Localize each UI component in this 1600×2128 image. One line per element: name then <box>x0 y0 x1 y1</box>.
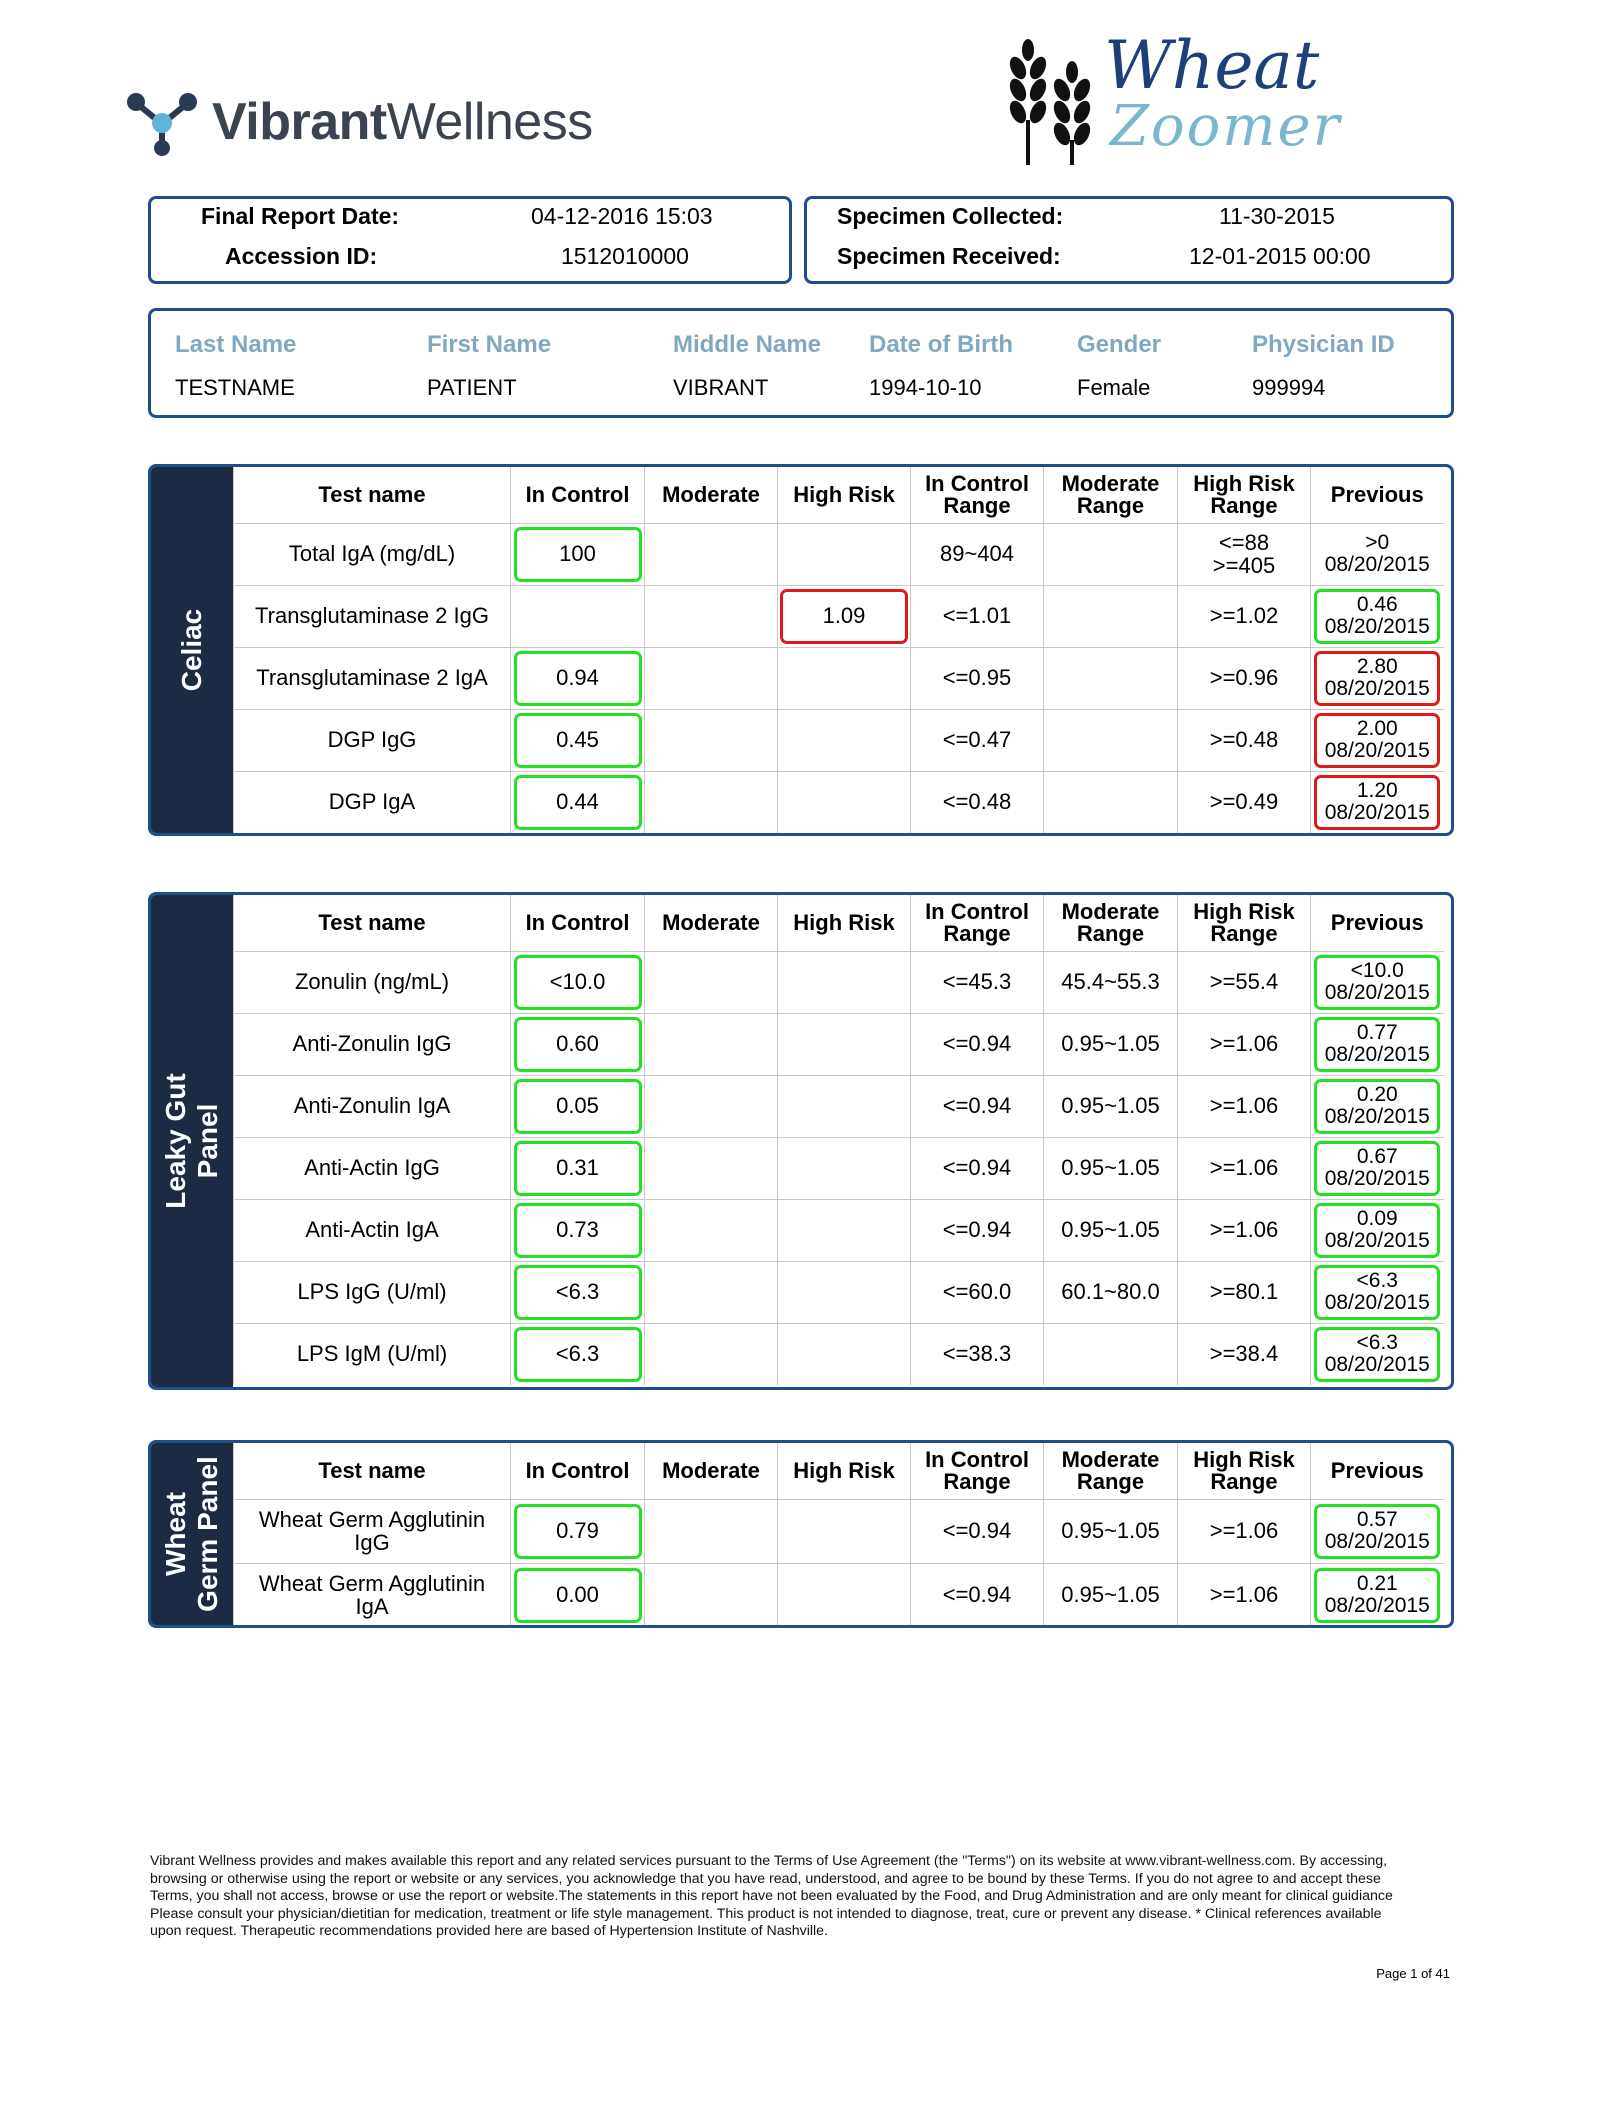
table-row <box>234 1323 1444 1385</box>
table-row <box>234 1261 1444 1323</box>
previous-result: <10.0 08/20/2015 <box>1314 955 1440 1010</box>
test-name: Transglutaminase 2 IgG <box>234 585 511 647</box>
previous-cell <box>1311 1261 1444 1323</box>
high-risk-cell <box>778 951 911 1013</box>
moderate-cell <box>645 1499 778 1563</box>
physician-id: 999994 <box>1252 375 1326 400</box>
specimen-collected-label: Specimen Collected: <box>837 203 1064 229</box>
in-control-range: <=60.0 <box>911 1261 1044 1323</box>
moderate-range <box>1044 647 1178 709</box>
in-control-cell <box>511 771 645 833</box>
previous-result: 0.77 08/20/2015 <box>1314 1017 1440 1072</box>
col-test-name: Test name <box>234 467 511 523</box>
result-value: 1.09 <box>780 589 908 644</box>
table-header-row <box>234 467 1444 523</box>
dob-label: Date of Birth <box>869 331 1013 358</box>
col-test-name: Test name <box>234 895 511 951</box>
col-previous: Previous <box>1311 895 1444 951</box>
table-row <box>234 951 1444 1013</box>
in-control-cell <box>511 1075 645 1137</box>
test-name: Wheat Germ Agglutinin IgG <box>234 1499 511 1563</box>
col-in-control-range: In Control Range <box>911 1443 1044 1499</box>
accession-id-label: Accession ID: <box>225 243 378 269</box>
first-name-label: First Name <box>427 331 552 358</box>
col-in-control-range: In Control Range <box>911 467 1044 523</box>
test-name: DGP IgG <box>234 709 511 771</box>
col-high-risk-range: High Risk Range <box>1178 895 1311 951</box>
moderate-cell <box>645 1563 778 1627</box>
result-value: 0.31 <box>514 1141 642 1196</box>
previous-result: 0.21 08/20/2015 <box>1314 1568 1440 1623</box>
high-risk-cell <box>778 1013 911 1075</box>
accession-id: 1512010000 <box>561 243 689 269</box>
in-control-range: <=45.3 <box>911 951 1044 1013</box>
moderate-range <box>1044 771 1178 833</box>
vibrant-wellness-logo <box>126 88 593 158</box>
previous-result: 2.80 08/20/2015 <box>1314 651 1440 706</box>
final-report-date-label: Final Report Date: <box>201 203 400 229</box>
result-value: 0.79 <box>514 1504 642 1559</box>
moderate-cell <box>645 523 778 585</box>
moderate-range: 0.95~1.05 <box>1044 1199 1178 1261</box>
high-risk-range: >=1.06 <box>1178 1199 1311 1261</box>
celiac-panel <box>148 464 1454 836</box>
moderate-cell <box>645 1261 778 1323</box>
high-risk-cell <box>778 1261 911 1323</box>
previous-cell <box>1311 1137 1444 1199</box>
previous-cell <box>1311 1323 1444 1385</box>
physician-id-label: Physician ID <box>1252 331 1395 358</box>
result-value: 0.73 <box>514 1203 642 1258</box>
specimen-received: 12-01-2015 00:00 <box>1189 243 1371 269</box>
in-control-cell <box>511 709 645 771</box>
in-control-range: <=38.3 <box>911 1323 1044 1385</box>
result-value: <10.0 <box>514 955 642 1010</box>
high-risk-cell <box>778 1075 911 1137</box>
result-value: 0.05 <box>514 1079 642 1134</box>
high-risk-cell <box>778 647 911 709</box>
high-risk-cell <box>778 1563 911 1627</box>
panel-sidebar <box>151 895 233 1387</box>
moderate-cell <box>645 1075 778 1137</box>
middle-name: VIBRANT <box>673 375 769 400</box>
moderate-range: 0.95~1.05 <box>1044 1075 1178 1137</box>
col-high-risk: High Risk <box>778 895 911 951</box>
previous-cell <box>1311 1075 1444 1137</box>
high-risk-range: >=38.4 <box>1178 1323 1311 1385</box>
col-moderate-range: Moderate Range <box>1044 1443 1178 1499</box>
col-previous: Previous <box>1311 467 1444 523</box>
wheat-stalk-icon <box>1000 30 1110 170</box>
date-of-birth: 1994-10-10 <box>869 375 982 400</box>
table-row <box>234 1199 1444 1261</box>
report-info-box <box>148 196 792 284</box>
specimen-info-box <box>804 196 1454 284</box>
result-value: <6.3 <box>514 1265 642 1320</box>
in-control-range: <=0.94 <box>911 1499 1044 1563</box>
moderate-range <box>1044 709 1178 771</box>
in-control-range: <=0.94 <box>911 1199 1044 1261</box>
moderate-cell <box>645 1013 778 1075</box>
test-name: Total IgA (mg/dL) <box>234 523 511 585</box>
result-value: 100 <box>514 527 642 582</box>
in-control-cell <box>511 1137 645 1199</box>
high-risk-range: >=80.1 <box>1178 1261 1311 1323</box>
previous-result: 2.00 08/20/2015 <box>1314 713 1440 768</box>
moderate-range <box>1044 585 1178 647</box>
result-value: 0.60 <box>514 1017 642 1072</box>
moderate-cell <box>645 771 778 833</box>
moderate-cell <box>645 709 778 771</box>
in-control-cell <box>511 585 645 647</box>
last-name-label: Last Name <box>175 331 297 358</box>
test-name: Anti-Actin IgG <box>234 1137 511 1199</box>
high-risk-cell <box>778 523 911 585</box>
previous-result: 0.57 08/20/2015 <box>1314 1504 1440 1559</box>
in-control-cell <box>511 1261 645 1323</box>
table-row <box>234 1563 1444 1627</box>
result-value: 0.44 <box>514 775 642 830</box>
in-control-range: <=0.94 <box>911 1137 1044 1199</box>
previous-result: 0.46 08/20/2015 <box>1314 589 1440 644</box>
vibrant-molecule-icon <box>126 90 198 156</box>
test-name: Anti-Zonulin IgA <box>234 1075 511 1137</box>
result-value: 0.45 <box>514 713 642 768</box>
in-control-cell <box>511 1323 645 1385</box>
in-control-range: <=1.01 <box>911 585 1044 647</box>
col-moderate: Moderate <box>645 1443 778 1499</box>
high-risk-cell <box>778 1137 911 1199</box>
test-name: DGP IgA <box>234 771 511 833</box>
zoomer-wordmark: Zoomer <box>1110 94 1342 159</box>
panel-title: Celiac <box>176 608 207 692</box>
leaky-gut-panel <box>148 892 1454 1390</box>
moderate-range: 0.95~1.05 <box>1044 1137 1178 1199</box>
high-risk-range: >=1.06 <box>1178 1499 1311 1563</box>
test-name: Zonulin (ng/mL) <box>234 951 511 1013</box>
previous-result: <6.3 08/20/2015 <box>1314 1265 1440 1320</box>
table-row <box>234 1137 1444 1199</box>
specimen-received-label: Specimen Received: <box>837 243 1061 269</box>
patient-info-box <box>148 308 1454 418</box>
table-row <box>234 523 1444 585</box>
in-control-cell <box>511 1563 645 1627</box>
col-in-control-range: In Control Range <box>911 895 1044 951</box>
col-high-risk-range: High Risk Range <box>1178 1443 1311 1499</box>
previous-cell <box>1311 951 1444 1013</box>
high-risk-cell <box>778 585 911 647</box>
table-row <box>234 1075 1444 1137</box>
wheat-germ-panel <box>148 1440 1454 1628</box>
col-in-control: In Control <box>511 467 645 523</box>
col-moderate: Moderate <box>645 467 778 523</box>
previous-result: >0 08/20/2015 <box>1324 531 1430 576</box>
previous-cell <box>1311 1499 1444 1563</box>
table-row <box>234 647 1444 709</box>
table-row <box>234 1499 1444 1563</box>
test-name: LPS IgM (U/ml) <box>234 1323 511 1385</box>
moderate-cell <box>645 647 778 709</box>
col-in-control: In Control <box>511 895 645 951</box>
panel-sidebar <box>151 467 233 833</box>
high-risk-range: >=1.06 <box>1178 1563 1311 1627</box>
panel-title: Wheat Germ Panel <box>160 1456 223 1612</box>
high-risk-range: >=1.02 <box>1178 585 1311 647</box>
high-risk-range: >=1.06 <box>1178 1013 1311 1075</box>
in-control-cell <box>511 951 645 1013</box>
moderate-range: 0.95~1.05 <box>1044 1563 1178 1627</box>
high-risk-cell <box>778 771 911 833</box>
previous-result: 0.20 08/20/2015 <box>1314 1079 1440 1134</box>
moderate-cell <box>645 1323 778 1385</box>
table-row <box>234 585 1444 647</box>
previous-result: 1.20 08/20/2015 <box>1314 775 1440 830</box>
moderate-cell <box>645 585 778 647</box>
col-high-risk: High Risk <box>778 1443 911 1499</box>
moderate-cell <box>645 1199 778 1261</box>
gender: Female <box>1077 375 1151 400</box>
page-number: Page 1 of 41 <box>1376 1966 1450 1981</box>
high-risk-range: >=1.06 <box>1178 1075 1311 1137</box>
legal-disclaimer: Vibrant Wellness provides and makes available this report and any related services pursuant to the Terms of Use Agreement (the "Terms") on its website at www.vibrant-wellness.com. By accessing, browsing or otherwise using the report or website or any services, you acknowledge that you have read, understood, and agree to be bound by these Terms. If you do not agree to and accept these Terms, you shall not access, browse or use the report or website.The statements in this report have not been evaluated by the Food, and Drug Administration and are only meant for clinical guidiance Please consult your physician/dietitian for medication, treatment or life style management. This product is not intended to diagnose, treat, cure or prevent any disease. * Clinical references available upon request. Therapeutic recommendations provided here are based of Hypertension Institute of Nashville. <box>150 1853 1393 1940</box>
wheat-zoomer-logo <box>1000 27 1342 170</box>
result-value: 0.00 <box>514 1568 642 1623</box>
previous-cell <box>1311 1013 1444 1075</box>
previous-cell <box>1311 585 1444 647</box>
in-control-range: 89~404 <box>911 523 1044 585</box>
high-risk-range: >=0.96 <box>1178 647 1311 709</box>
previous-result: 0.09 08/20/2015 <box>1314 1203 1440 1258</box>
moderate-range: 45.4~55.3 <box>1044 951 1178 1013</box>
leaky-gut-results-table <box>233 895 1444 1385</box>
in-control-cell <box>511 523 645 585</box>
moderate-range: 0.95~1.05 <box>1044 1013 1178 1075</box>
table-header-row <box>234 895 1444 951</box>
in-control-cell <box>511 1499 645 1563</box>
previous-cell <box>1311 1563 1444 1627</box>
high-risk-cell <box>778 1323 911 1385</box>
col-moderate-range: Moderate Range <box>1044 895 1178 951</box>
in-control-range: <=0.94 <box>911 1563 1044 1627</box>
high-risk-cell <box>778 1499 911 1563</box>
in-control-cell <box>511 1199 645 1261</box>
table-header-row <box>234 1443 1444 1499</box>
middle-name-label: Middle Name <box>673 331 822 358</box>
in-control-range: <=0.94 <box>911 1075 1044 1137</box>
celiac-results-table <box>233 467 1444 833</box>
in-control-range: <=0.94 <box>911 1013 1044 1075</box>
high-risk-range: >=0.49 <box>1178 771 1311 833</box>
previous-cell <box>1311 523 1444 585</box>
panel-title: Leaky Gut Panel <box>160 1073 223 1209</box>
gender-label: Gender <box>1077 331 1162 358</box>
result-value: <6.3 <box>514 1327 642 1382</box>
previous-cell <box>1311 771 1444 833</box>
test-name: Anti-Actin IgA <box>234 1199 511 1261</box>
moderate-cell <box>645 1137 778 1199</box>
result-value: 0.94 <box>514 651 642 706</box>
previous-cell <box>1311 1199 1444 1261</box>
in-control-range: <=0.95 <box>911 647 1044 709</box>
high-risk-cell <box>778 709 911 771</box>
high-risk-range: >=55.4 <box>1178 951 1311 1013</box>
in-control-range: <=0.47 <box>911 709 1044 771</box>
col-moderate-range: Moderate Range <box>1044 467 1178 523</box>
moderate-range <box>1044 523 1178 585</box>
test-name: LPS IgG (U/ml) <box>234 1261 511 1323</box>
wheat-wordmark: Wheat <box>1104 27 1320 104</box>
table-row <box>234 771 1444 833</box>
previous-result: <6.3 08/20/2015 <box>1314 1327 1440 1382</box>
col-high-risk-range: High Risk Range <box>1178 467 1311 523</box>
high-risk-range: >=0.48 <box>1178 709 1311 771</box>
col-moderate: Moderate <box>645 895 778 951</box>
panel-sidebar <box>151 1443 233 1625</box>
in-control-cell <box>511 647 645 709</box>
moderate-range <box>1044 1323 1178 1385</box>
col-test-name: Test name <box>234 1443 511 1499</box>
wheat-germ-results-table <box>233 1443 1444 1627</box>
high-risk-cell <box>778 1199 911 1261</box>
in-control-cell <box>511 1013 645 1075</box>
last-name: TESTNAME <box>175 375 295 400</box>
moderate-range: 0.95~1.05 <box>1044 1499 1178 1563</box>
test-name: Wheat Germ Agglutinin IgA <box>234 1563 511 1627</box>
moderate-range: 60.1~80.0 <box>1044 1261 1178 1323</box>
table-row <box>234 1013 1444 1075</box>
in-control-range: <=0.48 <box>911 771 1044 833</box>
previous-result: 0.67 08/20/2015 <box>1314 1141 1440 1196</box>
test-name: Anti-Zonulin IgG <box>234 1013 511 1075</box>
col-in-control: In Control <box>511 1443 645 1499</box>
high-risk-range: <=88 >=405 <box>1178 523 1311 585</box>
col-previous: Previous <box>1311 1443 1444 1499</box>
test-name: Transglutaminase 2 IgA <box>234 647 511 709</box>
first-name: PATIENT <box>427 375 517 400</box>
vibrant-wellness-wordmark: VibrantWellness <box>212 93 593 151</box>
previous-cell <box>1311 709 1444 771</box>
moderate-cell <box>645 951 778 1013</box>
high-risk-range: >=1.06 <box>1178 1137 1311 1199</box>
previous-cell <box>1311 647 1444 709</box>
col-high-risk: High Risk <box>778 467 911 523</box>
specimen-collected: 11-30-2015 <box>1219 203 1335 229</box>
final-report-date: 04-12-2016 15:03 <box>531 203 713 229</box>
table-row <box>234 709 1444 771</box>
